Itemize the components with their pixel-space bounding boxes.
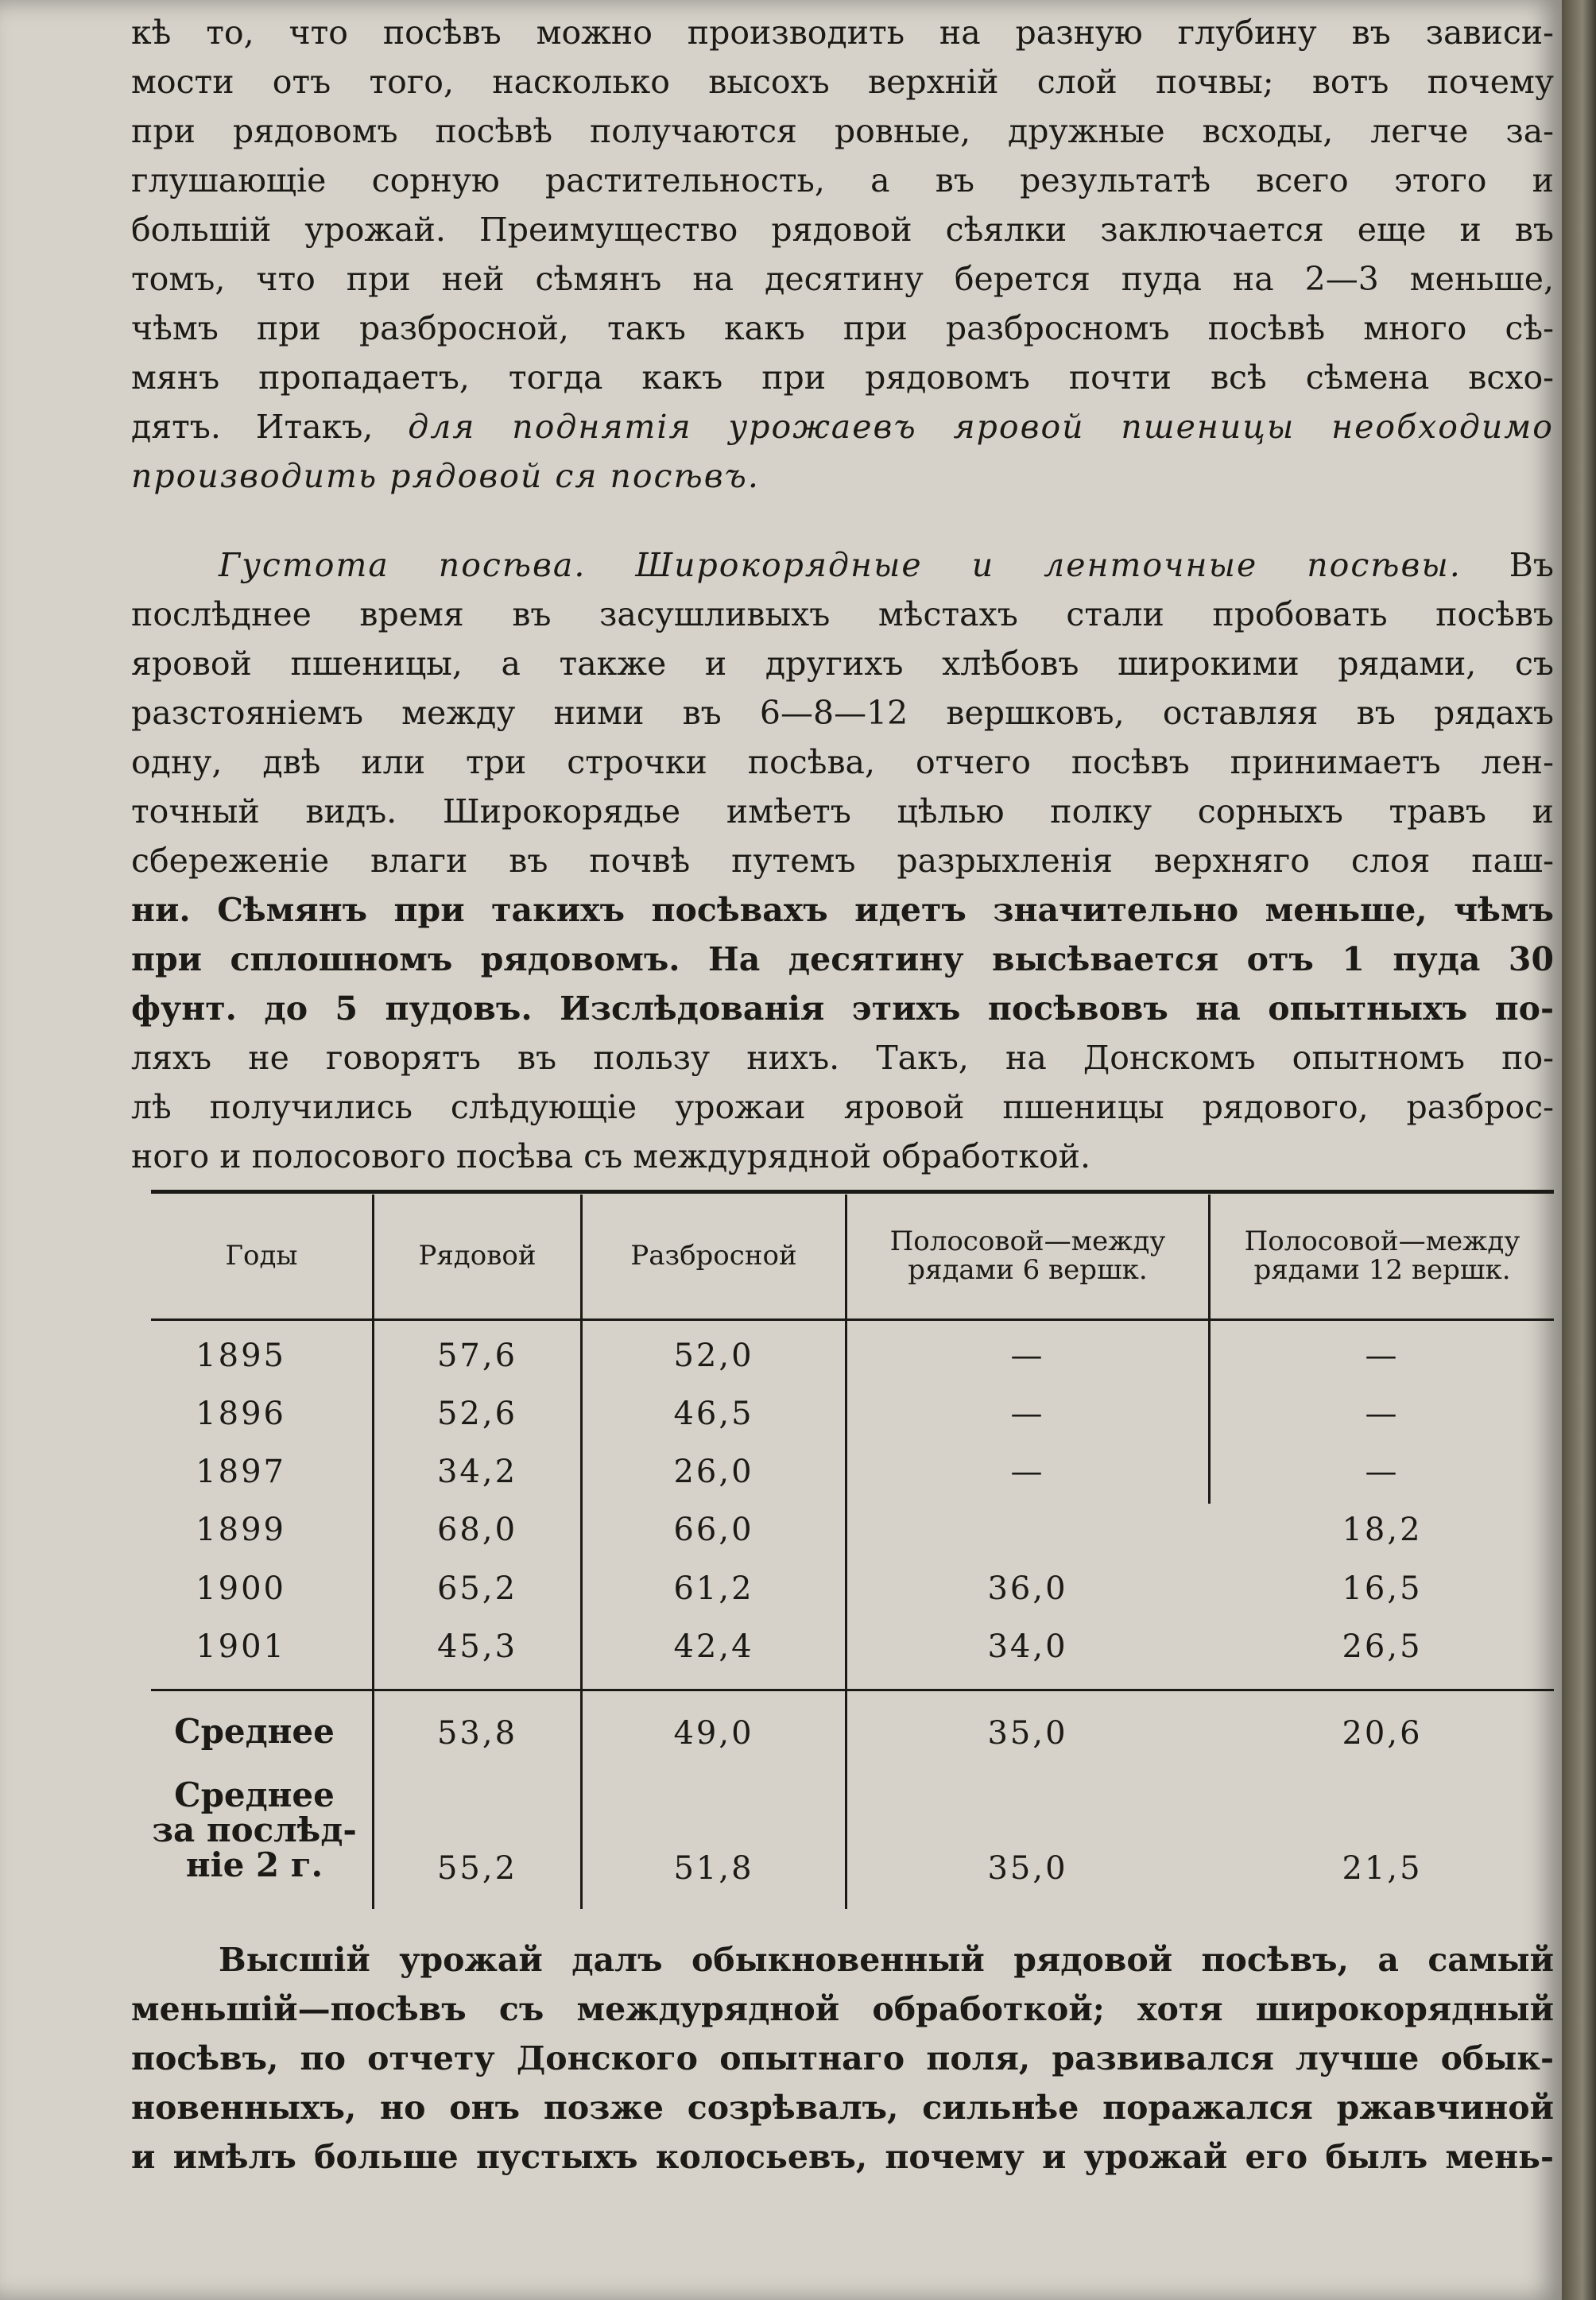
text-line: разстояніемъ между ними въ 6—8—12 вершковъ, оставляя въ рядахъ — [131, 694, 1554, 732]
cell-row-sowing: 65,2 — [436, 1570, 518, 1607]
emphasis-text: производить рядовой ся посѣвъ. — [131, 457, 760, 495]
average-label: Среднее — [174, 1712, 335, 1751]
text-line: при сплошномъ рядовомъ. На десятину высѣвается отъ 1 пуда 30 — [131, 940, 1554, 978]
text-line-mixed — [131, 402, 1554, 451]
header-broadcast-sowing: Разбросной — [630, 1240, 797, 1272]
cell-strip-6: — — [1010, 1338, 1045, 1374]
cell-row-sowing: 68,0 — [436, 1512, 518, 1548]
cell-year: 1895 — [196, 1338, 286, 1374]
header-row-sowing: Рядовой — [418, 1240, 537, 1272]
average-strip12-value: 20,6 — [1342, 1715, 1423, 1752]
text-line: одну, двѣ или три строчки посѣва, отчего посѣвъ принимаетъ лен- — [131, 743, 1554, 781]
text-plain: дятъ. Итакъ, — [131, 408, 374, 446]
text-line: послѣднее время въ засушливыхъ мѣстахъ стали пробовать посѣвъ — [131, 595, 1554, 633]
average-scatter-value: 49,0 — [673, 1715, 754, 1752]
header-years: Годы — [225, 1240, 298, 1272]
text-line: посѣвъ, по отчету Донского опытнаго поля, развивался лучше обык- — [131, 2039, 1554, 2077]
header-strip-6: Полосовой—между рядами 6 вершк. — [889, 1226, 1166, 1286]
cell-broadcast-sowing: 26,0 — [673, 1454, 754, 1490]
cell-broadcast-sowing: 66,0 — [673, 1512, 754, 1548]
cell-strip-12: 16,5 — [1342, 1570, 1423, 1607]
average-strip6-value: 35,0 — [987, 1715, 1068, 1752]
cell-broadcast-sowing: 52,0 — [673, 1338, 754, 1374]
text-plain: Въ — [1509, 546, 1554, 584]
average-last2-scatter-value: 51,8 — [673, 1850, 754, 1887]
text-line: ни. Сѣмянъ при такихъ посѣвахъ идетъ значительно меньше, чѣмъ — [131, 891, 1554, 929]
cell-year: 1901 — [196, 1628, 286, 1665]
cell-strip-6: — — [1010, 1396, 1045, 1432]
text-line: мости отъ того, насколько высохъ верхній слой почвы; вотъ почему — [131, 63, 1554, 101]
second-paragraph — [131, 540, 1554, 1181]
text-line: ного и полосового посѣва съ междурядной обработкой. — [131, 1137, 1090, 1175]
emphasis-text: для поднятія урожаевъ яровой пшеницы необходимо — [408, 408, 1554, 446]
text-line: сбереженіе влаги въ почвѣ путемъ разрыхленія верхняго слоя паш- — [131, 842, 1554, 880]
text-line: глушающіе сорную растительность, а въ результатѣ всего этого и — [131, 161, 1554, 199]
cell-strip-12: — — [1365, 1338, 1400, 1374]
cell-strip-6: — — [1010, 1454, 1045, 1490]
table-top-rule — [151, 1190, 1554, 1194]
text-line: яровой пшеницы, а также и другихъ хлѣбовъ широкими рядами, съ — [131, 645, 1554, 683]
text-line: большій урожай. Преимущество рядовой сѣялки заключается еще и въ — [131, 211, 1554, 249]
text-line: фунт. до 5 пудовъ. Изслѣдованія этихъ посѣвовъ на опытныхъ по- — [131, 989, 1554, 1028]
page-edge — [1562, 0, 1596, 2300]
cell-row-sowing: 52,6 — [436, 1396, 518, 1432]
average-last2-strip12-value: 21,5 — [1342, 1850, 1423, 1887]
average-last2-row-value: 55,2 — [436, 1850, 518, 1887]
average-row-value: 53,8 — [436, 1715, 518, 1752]
table-header-rule — [151, 1318, 1554, 1321]
cell-strip-6: 36,0 — [987, 1570, 1068, 1607]
cell-row-sowing: 34,2 — [436, 1454, 518, 1490]
cell-strip-12: 26,5 — [1342, 1628, 1423, 1665]
text-line: и имѣлъ больше пустыхъ колосьевъ, почему и урожай его былъ мень- — [131, 2138, 1554, 2176]
text-line: при рядовомъ посѣвѣ получаются ровные, дружные всходы, легче за- — [131, 112, 1554, 150]
text-line: лѣ получились слѣдующіе урожаи яровой пшеницы рядового, разброс- — [131, 1088, 1554, 1126]
text-line: Высшій урожай далъ обыкновенный рядовой посѣвъ, а самый — [219, 1941, 1554, 1979]
section-heading: Густота посѣва. Широкорядные и ленточные посѣвы. — [219, 546, 1462, 584]
cell-year: 1896 — [196, 1396, 286, 1432]
text-line: ляхъ не говорятъ въ пользу нихъ. Такъ, на Донскомъ опытномъ по- — [131, 1039, 1554, 1077]
label-line: за послѣд- — [152, 1810, 357, 1849]
cell-strip-12: 18,2 — [1342, 1512, 1423, 1548]
section-heading-line — [131, 540, 1554, 590]
table-summary-rule — [151, 1689, 1554, 1691]
text-line: кѣ то, что посѣвъ можно производить на разную глубину въ зависи- — [131, 14, 1554, 52]
bottom-paragraph — [131, 1935, 1554, 2182]
yield-table — [151, 1190, 1554, 1929]
top-paragraph — [131, 8, 1554, 501]
cell-year: 1897 — [196, 1454, 286, 1490]
text-line: точный видъ. Широкорядье имѣетъ цѣлью полку сорныхъ травъ и — [131, 792, 1554, 831]
cell-row-sowing: 45,3 — [436, 1628, 518, 1665]
cell-broadcast-sowing: 42,4 — [673, 1628, 754, 1665]
cell-broadcast-sowing: 61,2 — [673, 1570, 754, 1607]
cell-strip-12: — — [1365, 1454, 1400, 1490]
cell-strip-6: 34,0 — [987, 1628, 1068, 1665]
text-line: томъ, что при ней сѣмянъ на десятину берется пуда на 2—3 меньше, — [131, 260, 1554, 298]
cell-year: 1899 — [196, 1512, 286, 1548]
text-line: мянъ пропадаетъ, тогда какъ при рядовомъ почти всѣ сѣмена всхо- — [131, 358, 1554, 397]
average-last2-strip6-value: 35,0 — [987, 1850, 1068, 1887]
cell-row-sowing: 57,6 — [436, 1338, 518, 1374]
cell-strip-12: — — [1365, 1396, 1400, 1432]
cell-broadcast-sowing: 46,5 — [673, 1396, 754, 1432]
label-line: ніе 2 г. — [185, 1845, 323, 1884]
cell-year: 1900 — [196, 1570, 286, 1607]
label-line: Среднее — [174, 1775, 335, 1814]
header-strip-12: Полосовой—между рядами 12 вершк. — [1244, 1226, 1520, 1286]
average-last2-label — [151, 1775, 358, 1884]
text-line: новенныхъ, но онъ позже созрѣвалъ, сильнѣе поражался ржавчиной — [131, 2089, 1554, 2127]
text-line: меньшій—посѣвъ съ междурядной обработкой; хотя широкорядный — [131, 1990, 1554, 2028]
text-line: чѣмъ при разбросной, такъ какъ при разбросномъ посѣвѣ много сѣ- — [131, 309, 1554, 347]
